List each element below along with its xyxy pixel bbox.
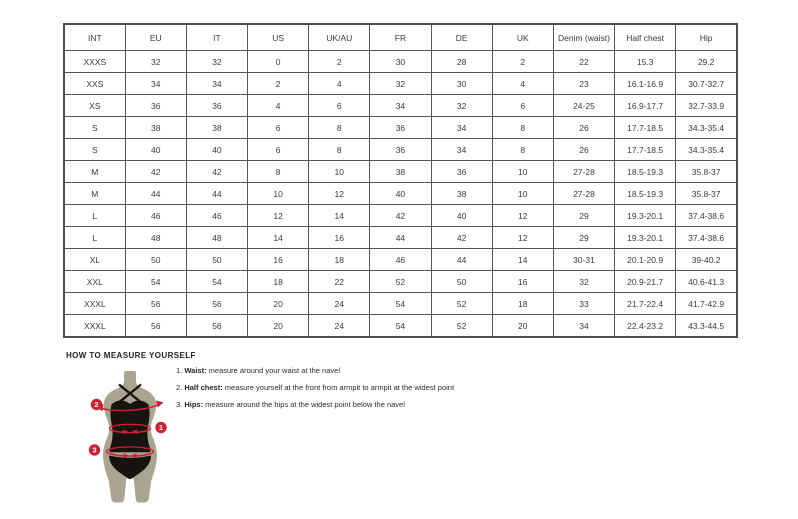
size-cell: 12: [492, 227, 553, 249]
instruction-term: Half chest:: [184, 383, 223, 392]
instruction-number: 3.: [176, 400, 185, 409]
size-cell: 18.5-19.3: [615, 161, 676, 183]
size-cell: 8: [248, 161, 309, 183]
size-cell: 20.1-20.9: [615, 249, 676, 271]
column-header-int: INT: [64, 24, 125, 51]
size-cell: 40: [431, 205, 492, 227]
size-cell: 42: [186, 161, 247, 183]
size-cell: 16.1-16.9: [615, 73, 676, 95]
size-cell: 6: [309, 95, 370, 117]
size-cell: 24-25: [553, 95, 614, 117]
size-cell: 29: [553, 205, 614, 227]
size-row-8-l: [64, 227, 737, 249]
size-cell: L: [64, 227, 125, 249]
size-cell: 6: [248, 139, 309, 161]
size-row-1-xxs: [64, 73, 737, 95]
column-header-uk-au: UK/AU: [309, 24, 370, 51]
svg-text:1: 1: [158, 423, 164, 433]
size-cell: 33: [553, 293, 614, 315]
size-cell: 16: [492, 271, 553, 293]
size-cell: L: [64, 205, 125, 227]
size-cell: 54: [370, 315, 431, 338]
size-row-0-xxxs: [64, 51, 737, 73]
size-cell: 37.4-38.6: [676, 205, 737, 227]
size-cell: XXXS: [64, 51, 125, 73]
size-cell: XXXL: [64, 293, 125, 315]
size-cell: 32.7-33.9: [676, 95, 737, 117]
size-row-4-s: [64, 139, 737, 161]
size-cell: 18: [309, 249, 370, 271]
size-cell: 36: [186, 95, 247, 117]
column-header-de: DE: [431, 24, 492, 51]
size-cell: 2: [248, 73, 309, 95]
size-cell: 52: [431, 315, 492, 338]
size-cell: 43.3-44.5: [676, 315, 737, 338]
size-cell: 50: [125, 249, 186, 271]
size-row-11-xxxl: [64, 293, 737, 315]
column-header-it: IT: [186, 24, 247, 51]
size-cell: XXS: [64, 73, 125, 95]
size-cell: 17.7-18.5: [615, 117, 676, 139]
size-cell: 34: [186, 73, 247, 95]
size-cell: 38: [431, 183, 492, 205]
size-cell: 34: [431, 117, 492, 139]
size-cell: XXL: [64, 271, 125, 293]
size-cell: 36: [370, 117, 431, 139]
size-cell: 29.2: [676, 51, 737, 73]
size-cell: 46: [370, 249, 431, 271]
size-cell: 36: [370, 139, 431, 161]
size-cell: 2: [492, 51, 553, 73]
column-header-hip: Hip: [676, 24, 737, 51]
size-cell: 16.9-17.7: [615, 95, 676, 117]
size-cell: 56: [186, 315, 247, 338]
size-cell: M: [64, 161, 125, 183]
instruction-text: measure around the hips at the widest point below the navel: [203, 400, 405, 409]
size-cell: 44: [431, 249, 492, 271]
size-cell: 26: [553, 117, 614, 139]
size-cell: 10: [309, 161, 370, 183]
size-cell: 18: [248, 271, 309, 293]
size-table-header-row: [64, 24, 737, 51]
size-cell: 44: [125, 183, 186, 205]
size-cell: 50: [186, 249, 247, 271]
size-cell: 52: [431, 293, 492, 315]
size-cell: 56: [125, 315, 186, 338]
svg-text:3: 3: [92, 445, 97, 455]
size-cell: 30: [370, 51, 431, 73]
column-header-half-chest: Half chest: [615, 24, 676, 51]
size-row-6-m: [64, 183, 737, 205]
instruction-number: 1.: [176, 366, 185, 375]
size-cell: 16: [309, 227, 370, 249]
mannequin-illustration: [85, 371, 175, 507]
size-row-9-xl: [64, 249, 737, 271]
size-cell: 48: [125, 227, 186, 249]
size-cell: XS: [64, 95, 125, 117]
size-cell: 24: [309, 315, 370, 338]
size-row-7-l: [64, 205, 737, 227]
size-cell: 12: [309, 183, 370, 205]
size-cell: 40: [186, 139, 247, 161]
size-row-10-xxl: [64, 271, 737, 293]
size-cell: S: [64, 139, 125, 161]
size-cell: 42: [370, 205, 431, 227]
size-row-12-xxxl: [64, 315, 737, 338]
size-cell: 26: [553, 139, 614, 161]
size-row-5-m: [64, 161, 737, 183]
size-cell: 42: [431, 227, 492, 249]
size-cell: 20: [248, 293, 309, 315]
size-cell: 46: [125, 205, 186, 227]
size-cell: 30: [431, 73, 492, 95]
size-cell: 8: [309, 117, 370, 139]
size-cell: 56: [186, 293, 247, 315]
size-cell: 18.5-19.3: [615, 183, 676, 205]
size-cell: 30-31: [553, 249, 614, 271]
mannequin-figure: [85, 371, 175, 507]
size-cell: M: [64, 183, 125, 205]
size-cell: 52: [370, 271, 431, 293]
size-cell: 30.7-32.7: [676, 73, 737, 95]
size-cell: XL: [64, 249, 125, 271]
size-cell: 22: [553, 51, 614, 73]
size-cell: 17.7-18.5: [615, 139, 676, 161]
size-cell: 38: [125, 117, 186, 139]
instruction-term: Waist:: [184, 366, 207, 375]
size-cell: 4: [492, 73, 553, 95]
size-cell: 20: [248, 315, 309, 338]
size-cell: 39-40.2: [676, 249, 737, 271]
size-row-3-s: [64, 117, 737, 139]
size-cell: 8: [309, 139, 370, 161]
size-cell: 41.7-42.9: [676, 293, 737, 315]
size-cell: 32: [553, 271, 614, 293]
size-cell: 34: [553, 315, 614, 338]
measure-instruction-1: [176, 367, 454, 375]
size-cell: 44: [370, 227, 431, 249]
size-cell: 40: [125, 139, 186, 161]
size-cell: 37.4-38.6: [676, 227, 737, 249]
size-cell: 34: [431, 139, 492, 161]
column-header-uk: UK: [492, 24, 553, 51]
size-cell: 46: [186, 205, 247, 227]
size-cell: 16: [248, 249, 309, 271]
measure-instruction-2: [176, 384, 454, 392]
size-cell: 21.7-22.4: [615, 293, 676, 315]
size-cell: 19.3-20.1: [615, 205, 676, 227]
size-table-body: [64, 51, 737, 338]
size-row-2-xs: [64, 95, 737, 117]
size-cell: 44: [186, 183, 247, 205]
badge-chest: [91, 399, 102, 410]
column-header-denim-waist-: Denim (waist): [553, 24, 614, 51]
size-cell: 32: [125, 51, 186, 73]
size-cell: 35.8-37: [676, 161, 737, 183]
size-cell: 54: [186, 271, 247, 293]
size-cell: 34.3-35.4: [676, 139, 737, 161]
measure-instruction-3: [176, 401, 454, 409]
measure-heading: HOW TO MEASURE YOURSELF: [66, 351, 196, 360]
size-cell: 8: [492, 139, 553, 161]
instruction-number: 2.: [176, 383, 185, 392]
size-cell: 54: [125, 271, 186, 293]
size-cell: 20: [492, 315, 553, 338]
size-cell: 19.3-20.1: [615, 227, 676, 249]
column-header-us: US: [248, 24, 309, 51]
badge-waist: [155, 422, 166, 433]
size-cell: 22: [309, 271, 370, 293]
badge-hips: [89, 444, 100, 455]
size-cell: 29: [553, 227, 614, 249]
size-cell: 23: [553, 73, 614, 95]
instruction-text: measure yourself at the front from armpit to armpit at the widest point: [222, 383, 455, 392]
size-cell: 34: [370, 95, 431, 117]
size-cell: 12: [248, 205, 309, 227]
measure-instructions: [176, 367, 454, 418]
size-cell: 42: [125, 161, 186, 183]
size-cell: 0: [248, 51, 309, 73]
size-cell: 34.3-35.4: [676, 117, 737, 139]
column-header-eu: EU: [125, 24, 186, 51]
size-cell: 10: [492, 183, 553, 205]
svg-text:2: 2: [94, 400, 99, 410]
size-cell: 14: [248, 227, 309, 249]
size-cell: 14: [309, 205, 370, 227]
size-cell: 38: [370, 161, 431, 183]
size-cell: 38: [186, 117, 247, 139]
size-cell: 27-28: [553, 183, 614, 205]
size-cell: 14: [492, 249, 553, 271]
size-chart-table: [63, 23, 738, 338]
size-cell: 4: [309, 73, 370, 95]
size-table-header: [64, 24, 737, 51]
size-cell: 6: [248, 117, 309, 139]
instruction-term: Hips:: [184, 400, 204, 409]
column-header-fr: FR: [370, 24, 431, 51]
size-cell: 40.6-41.3: [676, 271, 737, 293]
size-cell: 56: [125, 293, 186, 315]
size-cell: 54: [370, 293, 431, 315]
size-cell: 8: [492, 117, 553, 139]
size-cell: 35.8-37: [676, 183, 737, 205]
size-cell: 20.9-21.7: [615, 271, 676, 293]
size-cell: 36: [125, 95, 186, 117]
size-cell: 10: [248, 183, 309, 205]
size-cell: 4: [248, 95, 309, 117]
size-cell: 15.3: [615, 51, 676, 73]
size-cell: 34: [125, 73, 186, 95]
size-cell: 22.4-23.2: [615, 315, 676, 338]
size-cell: 40: [370, 183, 431, 205]
size-cell: 32: [370, 73, 431, 95]
size-cell: 18: [492, 293, 553, 315]
size-cell: 2: [309, 51, 370, 73]
size-cell: 48: [186, 227, 247, 249]
size-cell: 28: [431, 51, 492, 73]
size-cell: 50: [431, 271, 492, 293]
size-cell: 12: [492, 205, 553, 227]
size-cell: 27-28: [553, 161, 614, 183]
size-cell: XXXL: [64, 315, 125, 338]
size-cell: 32: [431, 95, 492, 117]
size-cell: S: [64, 117, 125, 139]
size-cell: 10: [492, 161, 553, 183]
size-cell: 32: [186, 51, 247, 73]
size-cell: 36: [431, 161, 492, 183]
size-cell: 24: [309, 293, 370, 315]
size-cell: 6: [492, 95, 553, 117]
instruction-text: measure around your waist at the navel: [206, 366, 340, 375]
